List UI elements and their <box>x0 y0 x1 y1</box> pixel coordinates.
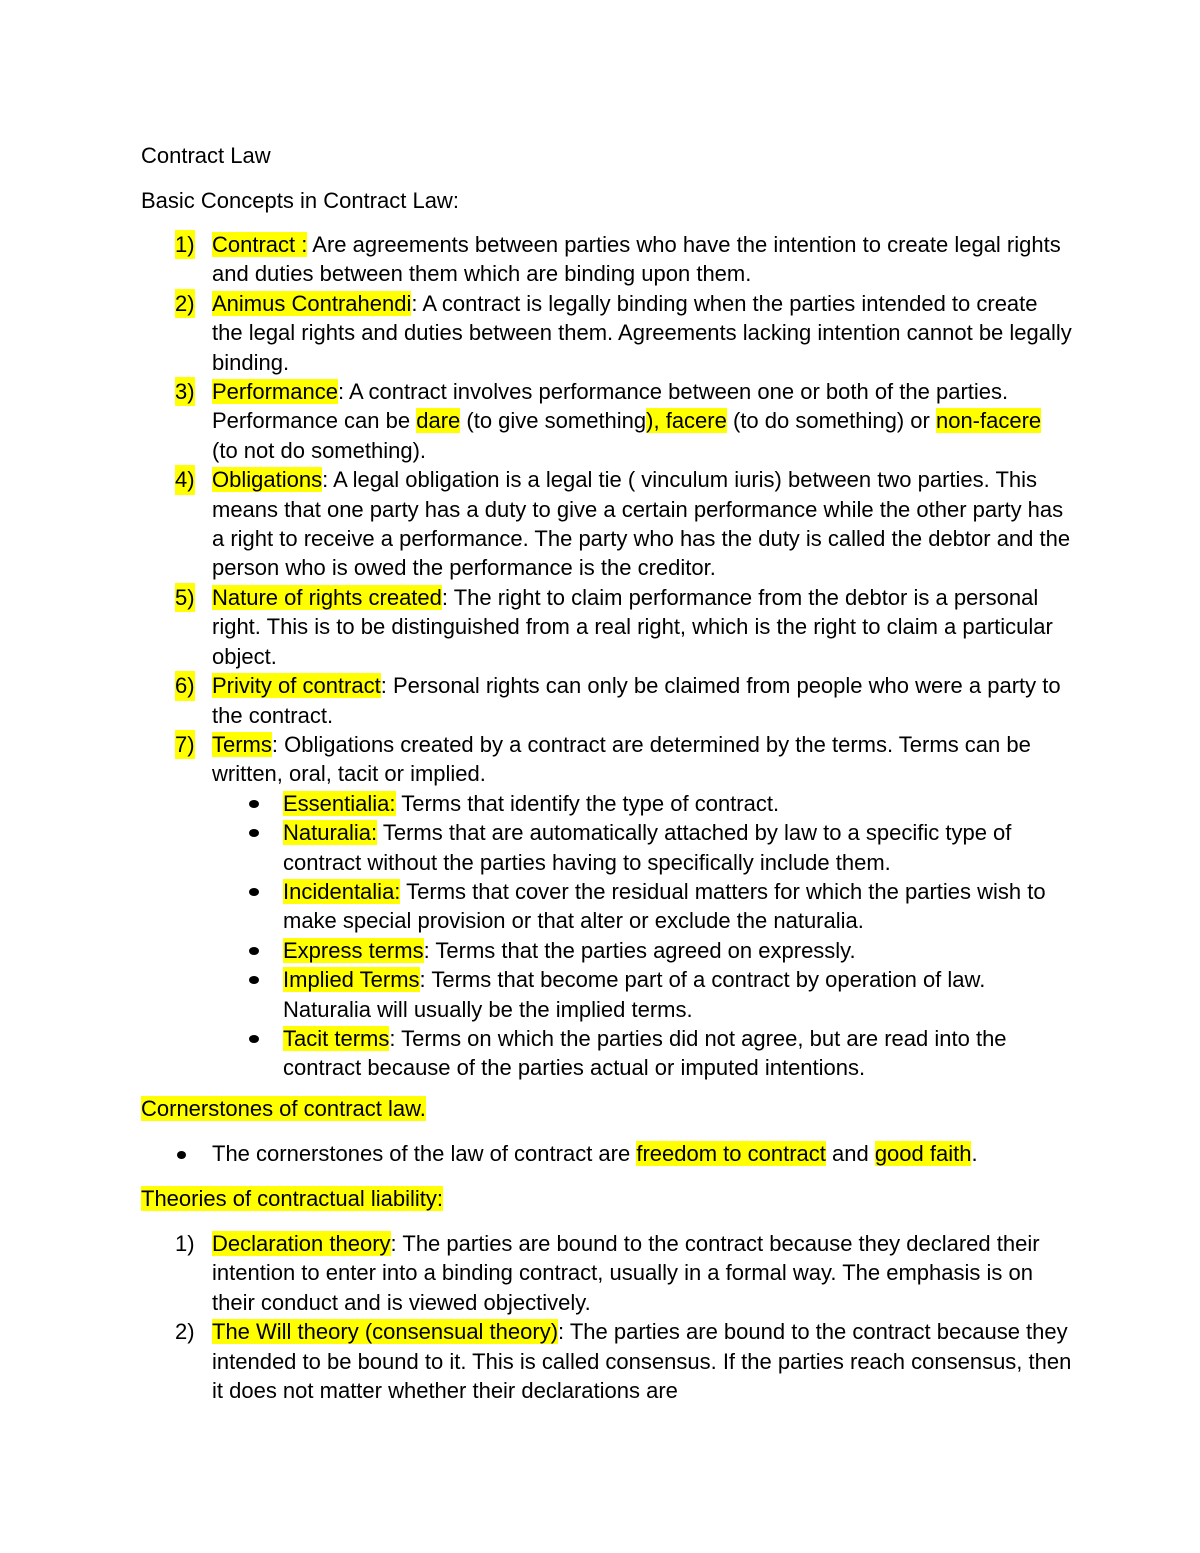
definition-text: : Obligations created by a contract are determined by the terms. Terms can be written, oral, tacit or implied. <box>212 731 1031 787</box>
bullet-dot <box>249 888 259 896</box>
list-number: 1) <box>175 1231 195 1256</box>
term-item <box>0 1024 1073 1083</box>
bullet-dot <box>249 800 259 808</box>
list-item <box>0 465 1072 583</box>
bullet-dot <box>249 829 259 837</box>
definition-text: : The parties are bound to the contract because they intended to be bound to it. This is called consensus. If the parties reach consensus, then it does not matter whether their declarations are <box>212 1319 1072 1404</box>
list-item <box>0 583 1072 671</box>
highlighted-term: Essentialia: <box>283 790 396 816</box>
list-item <box>0 377 1072 465</box>
definition-text: : A legal obligation is a legal tie ( vinculum iuris) between two parties. This means that one party has a duty to give a certain performance while the other party has a right to receive a performance. The party who has the duty is called the debtor and the person who is owed the performance is the creditor. <box>212 467 1071 581</box>
highlighted-word: freedom to contract <box>636 1141 826 1166</box>
term-item <box>0 877 1073 936</box>
highlighted-term: Declaration theory <box>212 1231 391 1256</box>
list-number: 2) <box>175 289 195 318</box>
highlighted-term: Obligations <box>212 467 323 493</box>
highlighted-term: Terms <box>212 731 272 757</box>
list-item <box>0 1229 1072 1317</box>
list-item <box>0 230 1072 289</box>
definition-text: (to do something) or <box>726 408 936 434</box>
definition-text: Terms that are automatically attached by law to a specific type of contract without the parties having to specifically include them. <box>283 820 1012 875</box>
highlighted-word: dare <box>416 408 461 434</box>
highlighted-word: ), facere <box>646 408 727 434</box>
definition-text: : Personal rights can only be claimed from people who were a party to the contract. <box>212 673 1061 728</box>
definition-text: The cornerstones of the law of contract are <box>212 1141 637 1166</box>
list-number: 6) <box>175 671 195 700</box>
heading-text: Cornerstones of contract law. <box>141 1096 426 1121</box>
definition-text: and <box>825 1141 875 1166</box>
highlighted-term: Express terms <box>283 937 424 963</box>
definition-text: (to not do something). <box>212 437 427 463</box>
term-item <box>0 789 1073 818</box>
section-subtitle: Basic Concepts in Contract Law: <box>141 188 459 213</box>
definition-text: . <box>971 1141 978 1166</box>
definition-text: : The parties are bound to the contract because they declared their intention to enter into a binding contract, usually in a formal way. The emphasis is on their conduct and is viewed objectively. <box>212 1231 1040 1315</box>
highlighted-term: Performance <box>212 379 338 405</box>
concepts-list <box>0 230 1200 1083</box>
list-number: 7) <box>175 730 195 759</box>
highlighted-word: good faith <box>874 1141 972 1166</box>
highlighted-term: Naturalia: <box>283 820 378 846</box>
list-number: 3) <box>175 377 195 406</box>
list-number: 5) <box>175 583 195 612</box>
definition-text: : Terms on which the parties did not agree, but are read into the contract because of the parties actual or imputed intentions. <box>283 1025 1007 1081</box>
definition-text: Terms that identify the type of contract. <box>395 790 780 816</box>
highlighted-term: Animus Contrahendi <box>212 290 412 316</box>
list-item <box>0 1317 1072 1405</box>
list-item <box>0 730 1072 789</box>
highlighted-term: Implied Terms <box>283 967 420 993</box>
definition-text: : A contract involves performance between one or both of the parties. Performance can be <box>212 379 1009 434</box>
theories-list <box>0 1229 1200 1405</box>
list-item <box>0 671 1072 730</box>
highlighted-term: Incidentalia: <box>283 878 401 904</box>
highlighted-term: Privity of contract <box>212 673 381 699</box>
definition-text: : The right to claim performance from the debtor is a personal right. This is to be distinguished from a real right, which is the right to claim a particular object. <box>212 584 1053 669</box>
definition-text: : A contract is legally binding when the parties intended to create the legal rights and duties between them. Agreements lacking intention cannot be legally binding. <box>212 290 1072 375</box>
definition-text: Are agreements between parties who have the intention to create legal rights and duties between them which are binding upon them. <box>212 232 1061 287</box>
list-number: 4) <box>175 465 195 494</box>
document-title: Contract Law <box>141 143 271 168</box>
definition-text: : Terms that become part of a contract by operation of law. Naturalia will usually be the implied terms. <box>283 967 986 1022</box>
term-item <box>0 818 1073 877</box>
bullet-dot <box>177 1151 186 1159</box>
highlighted-term: Tacit terms <box>283 1025 390 1051</box>
definition-text: (to give something <box>460 408 647 434</box>
list-number: 2) <box>175 1319 195 1345</box>
heading-text: Theories of contractual liability: <box>141 1186 444 1211</box>
bullet-dot <box>249 947 259 955</box>
list-number: 1) <box>175 230 195 259</box>
definition-text: : Terms that the parties agreed on expressly. <box>423 937 856 963</box>
highlighted-word: non-facere <box>935 408 1042 434</box>
bullet-dot <box>249 976 259 984</box>
term-item <box>0 965 1073 1024</box>
highlighted-term: Nature of rights created <box>212 584 442 610</box>
highlighted-term: Contract : <box>212 232 308 257</box>
highlighted-term: The Will theory (consensual theory) <box>212 1319 559 1345</box>
definition-text: Terms that cover the residual matters for which the parties wish to make special provision or that alter or exclude the naturalia. <box>283 878 1046 934</box>
bullet-dot <box>249 1035 259 1043</box>
theories-heading <box>141 1184 443 1214</box>
term-item <box>0 936 1073 965</box>
cornerstones-heading <box>141 1094 426 1124</box>
cornerstones-item <box>0 1139 1200 1169</box>
list-item <box>0 289 1072 377</box>
